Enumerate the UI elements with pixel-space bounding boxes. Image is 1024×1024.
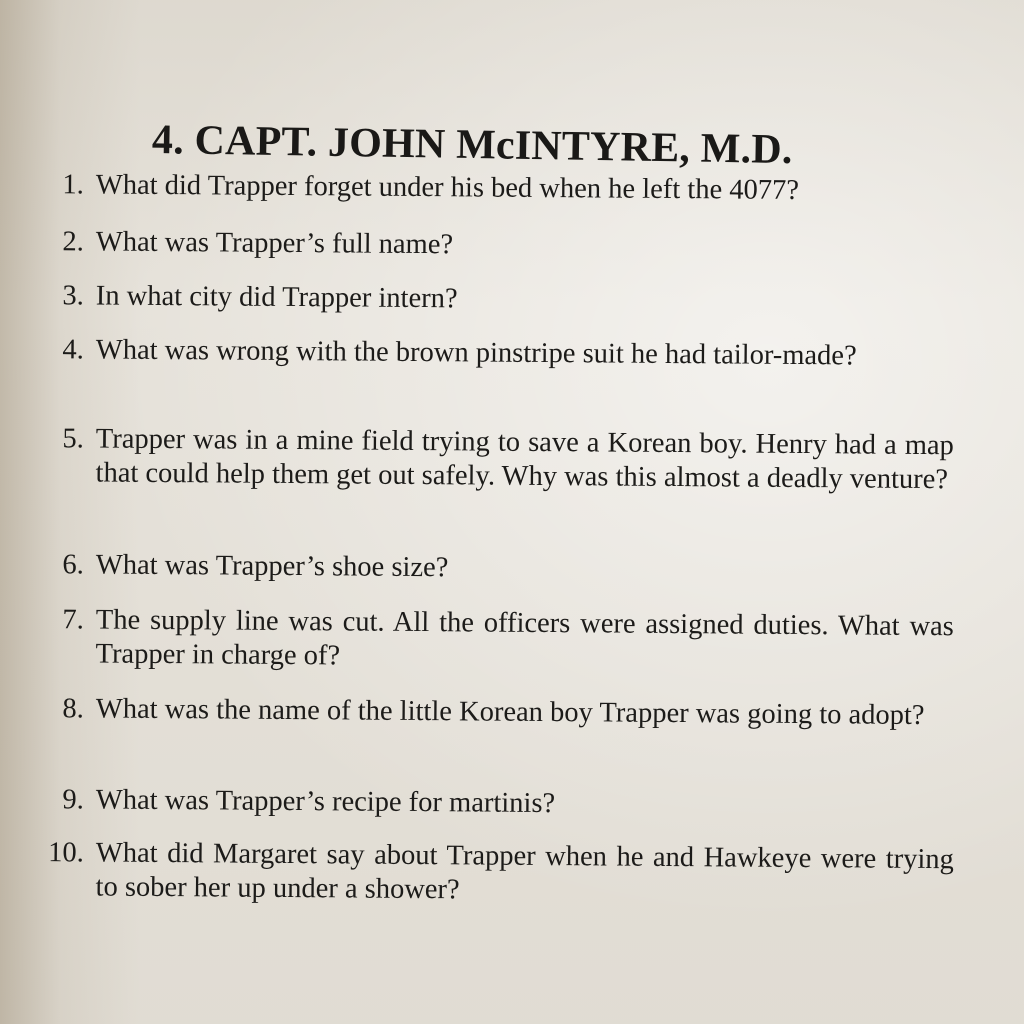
question-text: Trapper was in a mine field trying to save a Korean boy. Henry had a map that could help them get out safely. Why was this almost a deadly venture?	[95, 423, 954, 496]
question-text: What was Trapper’s recipe for martinis?	[95, 784, 556, 820]
question-number: 10.	[48, 837, 84, 869]
question-number: 7.	[62, 604, 84, 636]
question-item-4	[36, 333, 954, 374]
question-text: What was Trapper’s shoe size?	[95, 549, 449, 584]
question-item-8	[36, 692, 954, 733]
question-number: 5.	[62, 423, 84, 455]
question-number: 8.	[62, 693, 84, 725]
question-number: 2.	[62, 226, 84, 258]
question-text: In what city did Trapper intern?	[95, 280, 458, 315]
question-item-5	[35, 422, 954, 497]
chapter-title: 4. CAPT. JOHN McINTYRE, M.D.	[151, 117, 793, 174]
question-text: What was wrong with the brown pinstripe suit he had tailor-made?	[95, 334, 857, 372]
question-text: What did Trapper forget under his bed when he left the 4077?	[95, 169, 800, 206]
question-number: 3.	[62, 280, 84, 312]
question-number: 1.	[62, 169, 84, 201]
question-number: 6.	[62, 549, 84, 581]
question-text: What did Margaret say about Trapper when he and Hawkeye were trying to sober her up under a shower?	[95, 837, 954, 906]
question-number: 4.	[62, 334, 84, 366]
question-item-6	[36, 548, 954, 589]
question-item-9	[36, 783, 954, 824]
question-text: What was Trapper’s full name?	[95, 226, 454, 261]
question-text: What was the name of the little Korean boy Trapper was going to adopt?	[95, 693, 925, 731]
question-item-1	[36, 168, 954, 209]
question-number: 9.	[62, 784, 84, 816]
question-text: The supply line was cut. All the officers were assigned duties. What was Trapper in charge of?	[95, 604, 954, 672]
question-item-3	[36, 279, 954, 320]
question-item-2	[36, 225, 954, 266]
question-item-10	[35, 836, 954, 911]
question-item-7	[35, 603, 954, 678]
